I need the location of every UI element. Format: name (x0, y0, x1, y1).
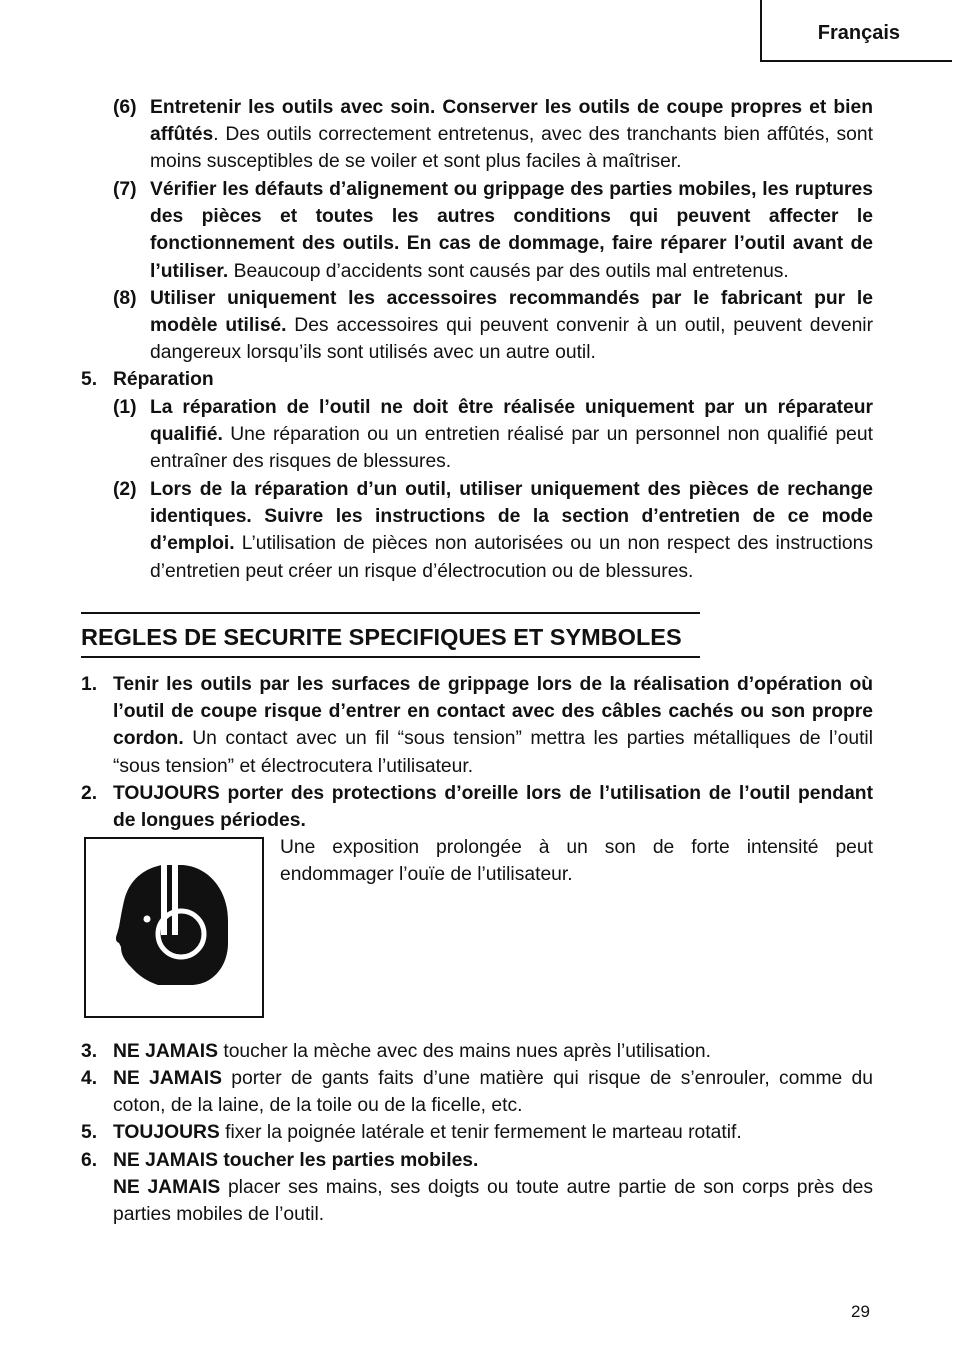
repair-1 (150, 394, 873, 476)
rule-1-text: Un contact avec un fil “sous tension” mettra les parties métalliques de l’outil “sous tension” et électrocutera l’utilisateur. (113, 728, 873, 777)
rule-6-text: placer ses mains, ses doigts ou toute autre partie de son corps près des parties mobiles de l’outil. (113, 1177, 873, 1226)
rule-6 (113, 1147, 873, 1174)
item-6-number: (6) (113, 97, 137, 118)
repair-1-bold: La réparation de l’outil ne doit être réalisée uniquement par un réparateur qualifié. (150, 397, 873, 446)
rule-6-number: 6. (81, 1150, 98, 1171)
item-6-text: . Des outils correctement entretenus, avec des tranchants bien affûtés, sont moins susceptibles de se voiler et sont plus faciles à maîtriser. (150, 124, 873, 173)
rule-3-bold: NE JAMAIS (113, 1041, 218, 1062)
language-label: Français (817, 22, 900, 44)
item-8-number: (8) (113, 288, 137, 309)
rule-1-bold: Tenir les outils par les surfaces de grippage lors de la réalisation d’opération où l’outil de coupe risque d’entrer en contact avec des câbles cachés ou son propre cordon. (113, 674, 873, 750)
item-7-number: (7) (113, 179, 137, 200)
repair-title: Réparation (113, 369, 214, 390)
rule-5-text: fixer la poignée latérale et tenir fermement le marteau rotatif. (219, 1122, 742, 1143)
rule-4 (113, 1065, 873, 1119)
repair-2-bold: Lors de la réparation d’un outil, utiliser uniquement des pièces de rechange identiques. Suivre les instructions de la section d’entretien de ce mode d’emploi. (150, 479, 873, 555)
rule-5-number: 5. (81, 1122, 98, 1143)
rule-1-number: 1. (81, 674, 98, 695)
item-8-text: Des accessoires qui peuvent convenir à un outil, peuvent devenir dangereux lorsqu’ils sont utilisés avec un autre outil. (150, 315, 873, 364)
ear-protection-svg (86, 839, 261, 1015)
rule-1 (113, 671, 873, 780)
repair-number: 5. (81, 369, 98, 390)
item-7-text: Beaucoup d’accidents sont causés par des outils mal entretenus. (228, 260, 789, 282)
heading-rule-bottom (81, 656, 700, 658)
item-8-bold: Utiliser uniquement les accessoires recommandés par le fabricant pur le modèle utilisé. (150, 288, 873, 337)
repair-1-text: Une réparation ou un entretien réalisé par un personnel non qualifié peut entraîner des risques de blessures. (150, 424, 873, 473)
rule-6-bold: NE JAMAIS toucher les parties mobiles. (113, 1150, 479, 1171)
rule-4-number: 4. (81, 1068, 98, 1089)
item-7-bold: Vérifier les défauts d’alignement ou grippage des parties mobiles, les ruptures des pièces et toutes les autres conditions qui peuvent affecter le fonctionnement des outils. En cas de dommage, faire réparer l’outil avant de l’utiliser. (150, 179, 873, 282)
rule-2-number: 2. (81, 783, 98, 804)
item-7 (150, 176, 873, 285)
rule-3-text: toucher la mèche avec des mains nues après l’utilisation. (218, 1041, 711, 1062)
repair-2 (150, 476, 873, 585)
item-6 (150, 94, 873, 176)
headband-right (172, 863, 178, 935)
rule-3-number: 3. (81, 1041, 98, 1062)
section-heading: REGLES DE SECURITE SPECIFIQUES ET SYMBOLES (81, 624, 682, 650)
ear-protection-icon (84, 837, 264, 1018)
repair-2-text: L’utilisation de pièces non autorisées ou un non respect des instructions d’entretien peut créer un risque d’électrocution ou de blessures. (150, 533, 873, 582)
repair-1-number: (1) (113, 397, 137, 418)
rule-6-detail (113, 1174, 873, 1228)
rule-4-text: porter de gants faits d’une matière qui risque de s’enrouler, comme du coton, de la laine, de la toile ou de la ficelle, etc. (113, 1068, 873, 1117)
head-silhouette (116, 865, 228, 985)
rule-4-bold: NE JAMAIS (113, 1068, 222, 1089)
repair-2-number: (2) (113, 479, 137, 500)
rule-2-bold: TOUJOURS porter des protections d’oreille lors de l’utilisation de l’outil pendant de longues périodes. (113, 783, 873, 832)
rule-6-bold-2: NE JAMAIS (113, 1177, 221, 1198)
heading-rule-top (81, 612, 700, 614)
eye (144, 916, 151, 923)
item-6-bold: Entretenir les outils avec soin. Conserver les outils de coupe propres et bien affûtés (150, 97, 873, 146)
rule-3 (113, 1038, 873, 1065)
rule-2 (113, 780, 873, 834)
language-tab (760, 0, 952, 62)
rule-5 (113, 1119, 873, 1146)
page-number: 29 (851, 1302, 870, 1321)
rule-5-bold: TOUJOURS (113, 1122, 220, 1143)
rule-2-text: Une exposition prolongée à un son de forte intensité peut endommager l’ouïe de l’utilisateur. (280, 837, 873, 886)
item-8 (150, 285, 873, 367)
